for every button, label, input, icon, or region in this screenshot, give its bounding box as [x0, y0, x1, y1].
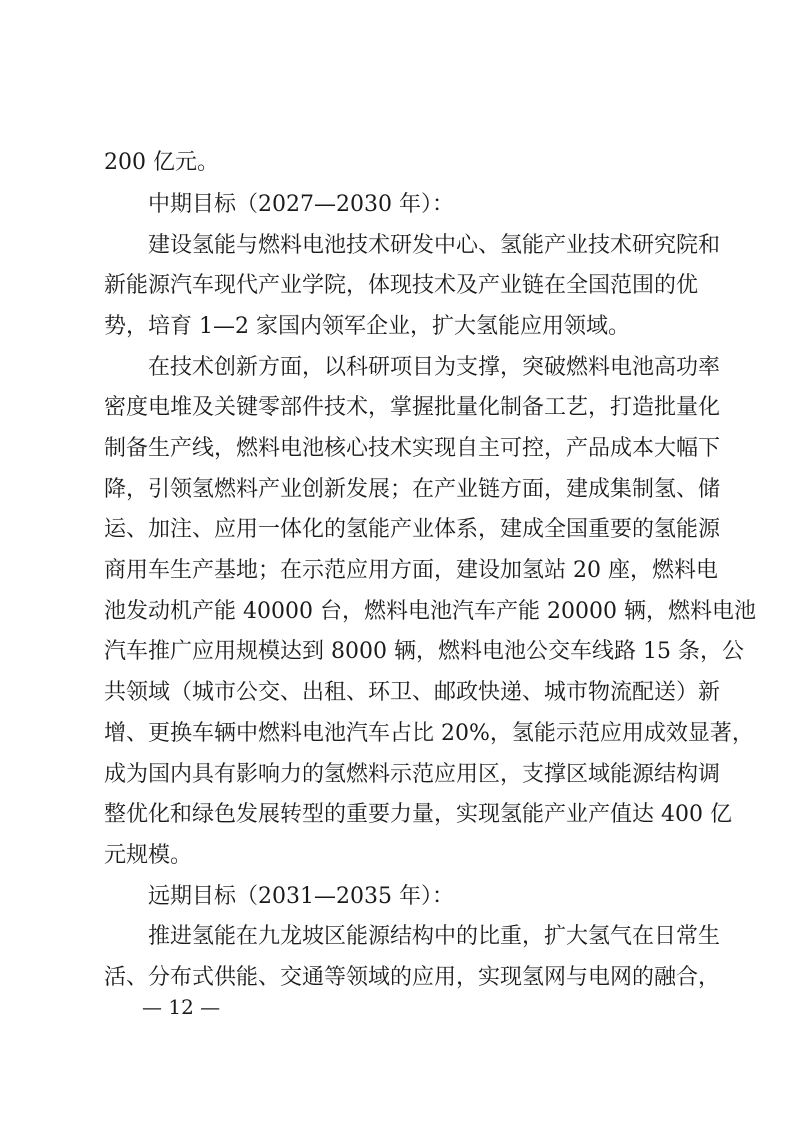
section-heading: 中期目标（2027—2030 年）：	[148, 192, 454, 217]
text-line: 降，引领氢燃料产业创新发展；在产业链方面，建成集制氢、储	[104, 477, 721, 502]
text-line: 运、加注、应用一体化的氢能产业体系，建成全国重要的氢能源	[104, 517, 721, 542]
text-line: 成为国内具有影响力的氢燃料示范应用区，支撑区域能源结构调	[104, 762, 721, 787]
text-line: 商用车生产基地；在示范应用方面，建设加氢站 20 座，燃料电	[104, 558, 718, 583]
text-line: 活、分布式供能、交通等领域的应用，实现氢网与电网的融合，	[104, 965, 721, 990]
text-line: 建设氢能与燃料电池技术研发中心、氢能产业技术研究院和	[148, 233, 721, 258]
text-line: 汽车推广应用规模达到 8000 辆，燃料电池公交车线路 15 条，公	[104, 639, 744, 664]
text-line: 在技术创新方面，以科研项目为支撑，突破燃料电池高功率	[148, 355, 721, 380]
text-line: 整优化和绿色发展转型的重要力量，实现氢能产业产值达 400 亿	[104, 802, 732, 827]
text-line: 制备生产线，燃料电池核心技术实现自主可控，产品成本大幅下	[104, 436, 721, 461]
text-line: 共领域（城市公交、出租、环卫、邮政快递、城市物流配送）新	[104, 680, 721, 705]
text-line: 200 亿元。	[104, 150, 219, 175]
text-line: 势，培育 1—2 家国内领军企业，扩大氢能应用领域。	[104, 314, 630, 339]
text-line: 推进氢能在九龙坡区能源结构中的比重，扩大氢气在日常生	[148, 924, 721, 949]
text-line: 增、更换车辆中燃料电池汽车占比 20%，氢能示范应用成效显著，	[104, 721, 754, 746]
page-number: — 12 —	[142, 995, 221, 1019]
text-line: 元规模。	[104, 843, 193, 868]
section-heading: 远期目标（2031—2035 年）：	[148, 884, 454, 909]
text-line: 新能源汽车现代产业学院，体现技术及产业链在全国范围的优	[104, 273, 699, 298]
text-line: 密度电堆及关键零部件技术，掌握批量化制备工艺，打造批量化	[104, 395, 721, 420]
text-line: 池发动机产能 40000 台，燃料电池汽车产能 20000 辆，燃料电池	[104, 599, 756, 624]
